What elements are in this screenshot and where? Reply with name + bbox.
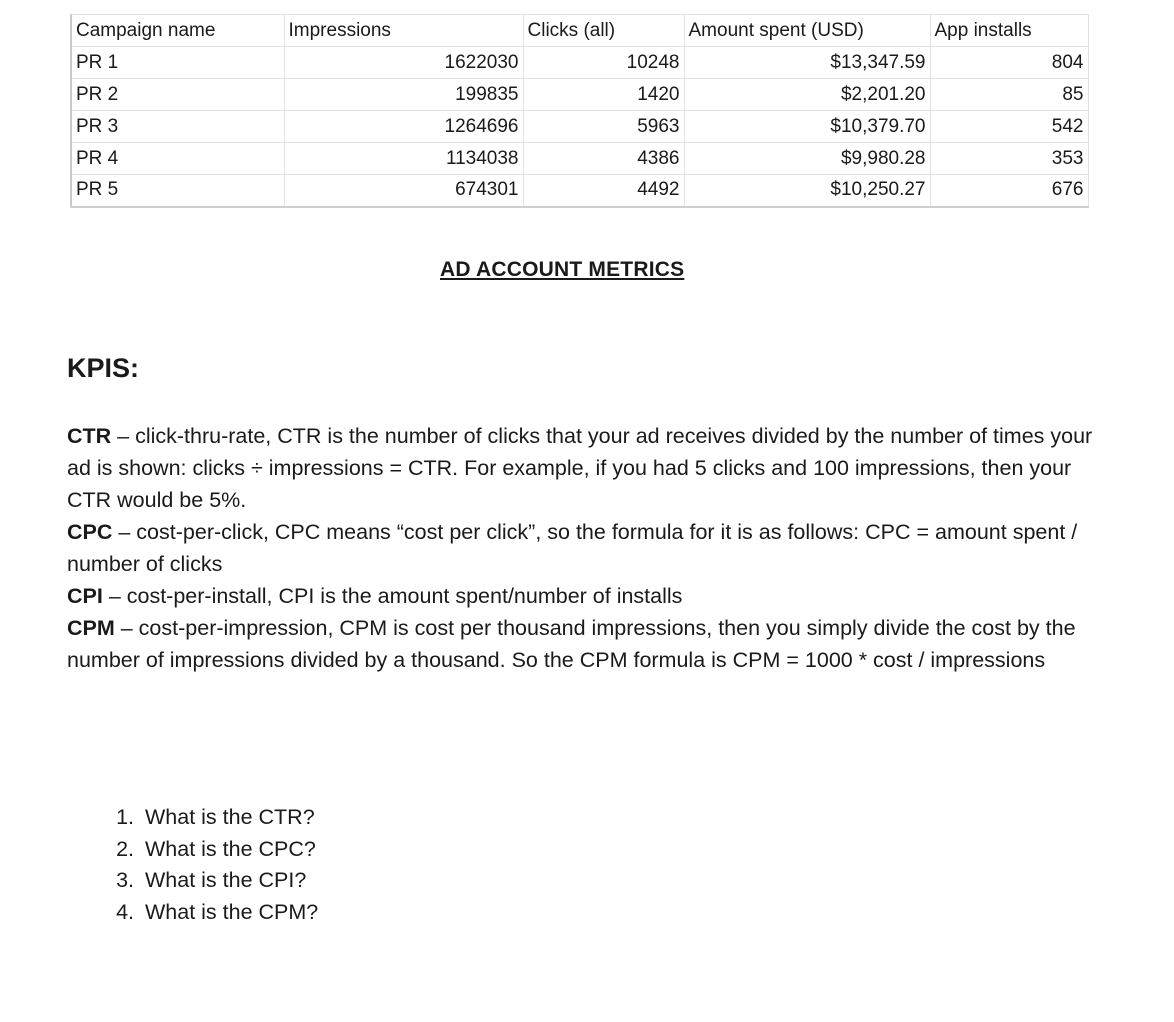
cell-amount-spent: $10,250.27 xyxy=(684,175,930,207)
cell-app-installs: 804 xyxy=(930,47,1088,79)
list-item xyxy=(67,897,318,929)
cell-impressions: 199835 xyxy=(284,79,523,111)
question-text: What is the CPM? xyxy=(145,899,319,924)
cell-impressions: 674301 xyxy=(284,175,523,207)
table-row xyxy=(71,175,1088,207)
kpi-term: CTR xyxy=(67,424,112,448)
table-header-row xyxy=(71,15,1088,47)
cell-campaign-name: PR 4 xyxy=(71,143,284,175)
question-text: What is the CPC? xyxy=(145,836,316,861)
question-number: 3. xyxy=(116,868,134,893)
list-item xyxy=(67,802,318,834)
campaign-metrics-table xyxy=(70,14,1089,208)
cell-campaign-name: PR 3 xyxy=(71,111,284,143)
kpi-description: – click-thru-rate, CTR is the number of clicks that your ad receives divided by the number of times your ad is shown: clicks ÷ impressions = CTR. For example, if you had 5 clicks and 100 impressions, then your CTR would be 5%. xyxy=(67,424,1093,512)
column-header-amount-spent: Amount spent (USD) xyxy=(684,15,930,47)
cell-app-installs: 676 xyxy=(930,175,1088,207)
column-header-clicks: Clicks (all) xyxy=(523,15,684,47)
list-item xyxy=(67,865,318,897)
cell-clicks: 5963 xyxy=(523,111,684,143)
kpis-heading: KPIS: xyxy=(67,353,140,383)
column-header-app-installs: App installs xyxy=(930,15,1088,47)
cell-campaign-name: PR 5 xyxy=(71,175,284,207)
kpi-description: – cost-per-impression, CPM is cost per thousand impressions, then you simply divide the cost by the number of impressions divided by a thousand. So the CPM formula is CPM = 1000 * cost / impressions xyxy=(67,616,1076,672)
cell-amount-spent: $10,379.70 xyxy=(684,111,930,143)
question-text: What is the CTR? xyxy=(145,805,315,829)
ad-account-metrics-heading: AD ACCOUNT METRICS xyxy=(440,258,685,281)
question-text: What is the CPI? xyxy=(145,868,307,893)
kpi-definition-cpc xyxy=(67,516,1107,580)
table-row xyxy=(71,111,1088,143)
cell-amount-spent: $2,201.20 xyxy=(684,79,930,111)
kpi-definition-cpm xyxy=(67,612,1107,676)
kpi-definition-ctr xyxy=(67,420,1107,516)
table-row xyxy=(71,47,1088,79)
cell-app-installs: 85 xyxy=(930,79,1088,111)
cell-clicks: 1420 xyxy=(523,79,684,111)
question-number: 2. xyxy=(116,836,134,861)
cell-amount-spent: $13,347.59 xyxy=(684,47,930,79)
kpi-definition-cpi xyxy=(67,580,1107,612)
cell-app-installs: 353 xyxy=(930,143,1088,175)
kpi-description: – cost-per-click, CPC means “cost per click”, so the formula for it is as follows: CPC = amount spent / number of clicks xyxy=(67,520,1078,576)
kpi-term: CPI xyxy=(67,584,103,608)
kpi-description: – cost-per-install, CPI is the amount spent/number of installs xyxy=(102,584,683,608)
cell-impressions: 1134038 xyxy=(284,143,523,175)
list-item xyxy=(67,834,318,866)
kpi-term: CPM xyxy=(67,616,115,640)
table-row xyxy=(71,143,1088,175)
questions-list xyxy=(67,802,318,928)
question-number: 1. xyxy=(116,805,134,829)
column-header-campaign-name: Campaign name xyxy=(71,15,284,47)
table-row xyxy=(71,79,1088,111)
cell-campaign-name: PR 1 xyxy=(71,47,284,79)
column-header-impressions: Impressions xyxy=(284,15,523,47)
kpi-definitions xyxy=(67,420,1107,676)
cell-amount-spent: $9,980.28 xyxy=(684,143,930,175)
cell-impressions: 1264696 xyxy=(284,111,523,143)
cell-clicks: 10248 xyxy=(523,47,684,79)
cell-clicks: 4386 xyxy=(523,143,684,175)
cell-campaign-name: PR 2 xyxy=(71,79,284,111)
question-number: 4. xyxy=(116,899,134,924)
kpi-term: CPC xyxy=(67,520,113,544)
cell-clicks: 4492 xyxy=(523,175,684,207)
cell-impressions: 1622030 xyxy=(284,47,523,79)
cell-app-installs: 542 xyxy=(930,111,1088,143)
